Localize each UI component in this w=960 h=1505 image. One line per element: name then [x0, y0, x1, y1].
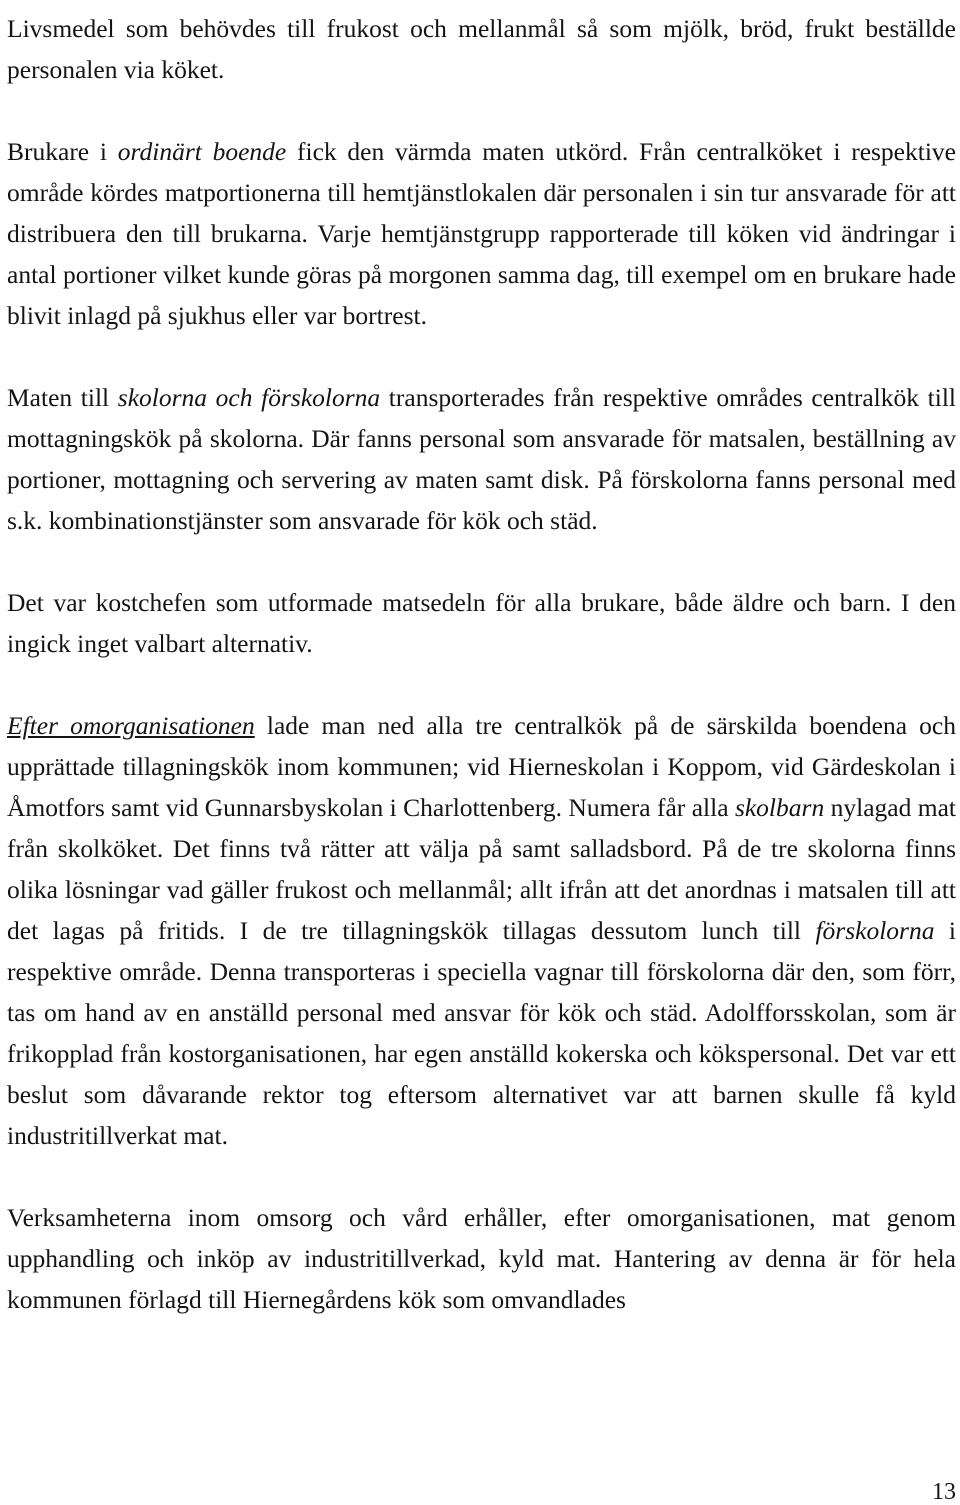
page-number: 13 — [932, 1479, 956, 1505]
text-run: fick den värmda maten utkörd. Från centralköket i respektive område kördes matportionerna till hemtjänstlokalen där personalen i sin tur ansvarade för att distribuera den till brukarna. — [7, 137, 956, 248]
text-run: lade man ned alla tre centralkök på de särskilda boendena och upprättade tillagningskök inom kommunen; vid Hierneskolan i Koppom, vid Gärdeskolan i Åmotfors samt vid Gunnarsbyskolan i Charlottenberg. Numera får alla — [7, 711, 956, 822]
text-run: Brukare i — [7, 137, 118, 166]
paragraph-reorganisation — [7, 705, 956, 1156]
text-run: transporterades från respektive områdes centralkök till mottagningskök på skolorna. Där fanns personal som ansvarade för matsalen, beställning av portioner, mottagning och servering av maten samt disk. På förskolorna fanns personal med s.k. kombinationstjänster som ansvarade för kök och städ. — [7, 383, 956, 535]
italic-skolorna: skolorna och förskolorna — [117, 383, 381, 412]
italic-forskolorna: förskolorna — [815, 916, 935, 945]
text-run: i respektive område. Denna transporteras i speciella vagnar till förskolorna där den, som förr, tas om hand av en anställd personal med ansvar för kök och städ. Adolfforsskolan, som är frikopplad från kostorganisationen, har egen anställd kokerska och kökspersonal. Det var ett beslut som dåvarande rektor tog eftersom alternativet var att barnen skulle få kyld industritillverkat mat. — [7, 916, 956, 1150]
paragraph-breakfast: Livsmedel som behövdes till frukost och mellanmål så som mjölk, bröd, frukt beställde personalen via köket. — [7, 14, 956, 84]
italic-skolbarn: skolbarn — [734, 793, 825, 822]
paragraph-home-care — [7, 131, 956, 336]
text-run: nylagad mat från skolköket. Det finns två rätter att välja på samt salladsbord. På de tre skolorna finns olika lösningar vad gäller frukost och mellanmål; allt ifrån att det anordnas i matsalen till att det lagas på fritids. I de tre tillagningskök tillagas dessutom lunch till — [7, 793, 956, 945]
document-page — [7, 0, 956, 1320]
text-run: Varje hemtjänstgrupp rapporterade till köken vid ändringar i antal portioner vilket kunde göras på morgonen samma dag, till exempel om en brukare hade blivit inlagd på sjukhus eller var bortrest. — [7, 219, 956, 330]
paragraph-schools — [7, 377, 956, 541]
paragraph-menu: Det var kostchefen som utformade matsedeln för alla brukare, både äldre och barn. I den ingick inget valbart alternativ. — [7, 588, 956, 658]
paragraph-care-services: Verksamheterna inom omsorg och vård erhåller, efter omorganisationen, mat genom upphandling och inköp av industritillverkad, kyld mat. Hantering av denna är för hela kommunen förlagd till Hiernegårdens kök som omvandlades — [7, 1203, 956, 1314]
underlined-heading-efter-omorganisationen: Efter omorganisationen — [7, 711, 255, 740]
italic-ordinart-boende: ordinärt boende — [117, 137, 287, 166]
text-run: Maten till — [7, 383, 118, 412]
